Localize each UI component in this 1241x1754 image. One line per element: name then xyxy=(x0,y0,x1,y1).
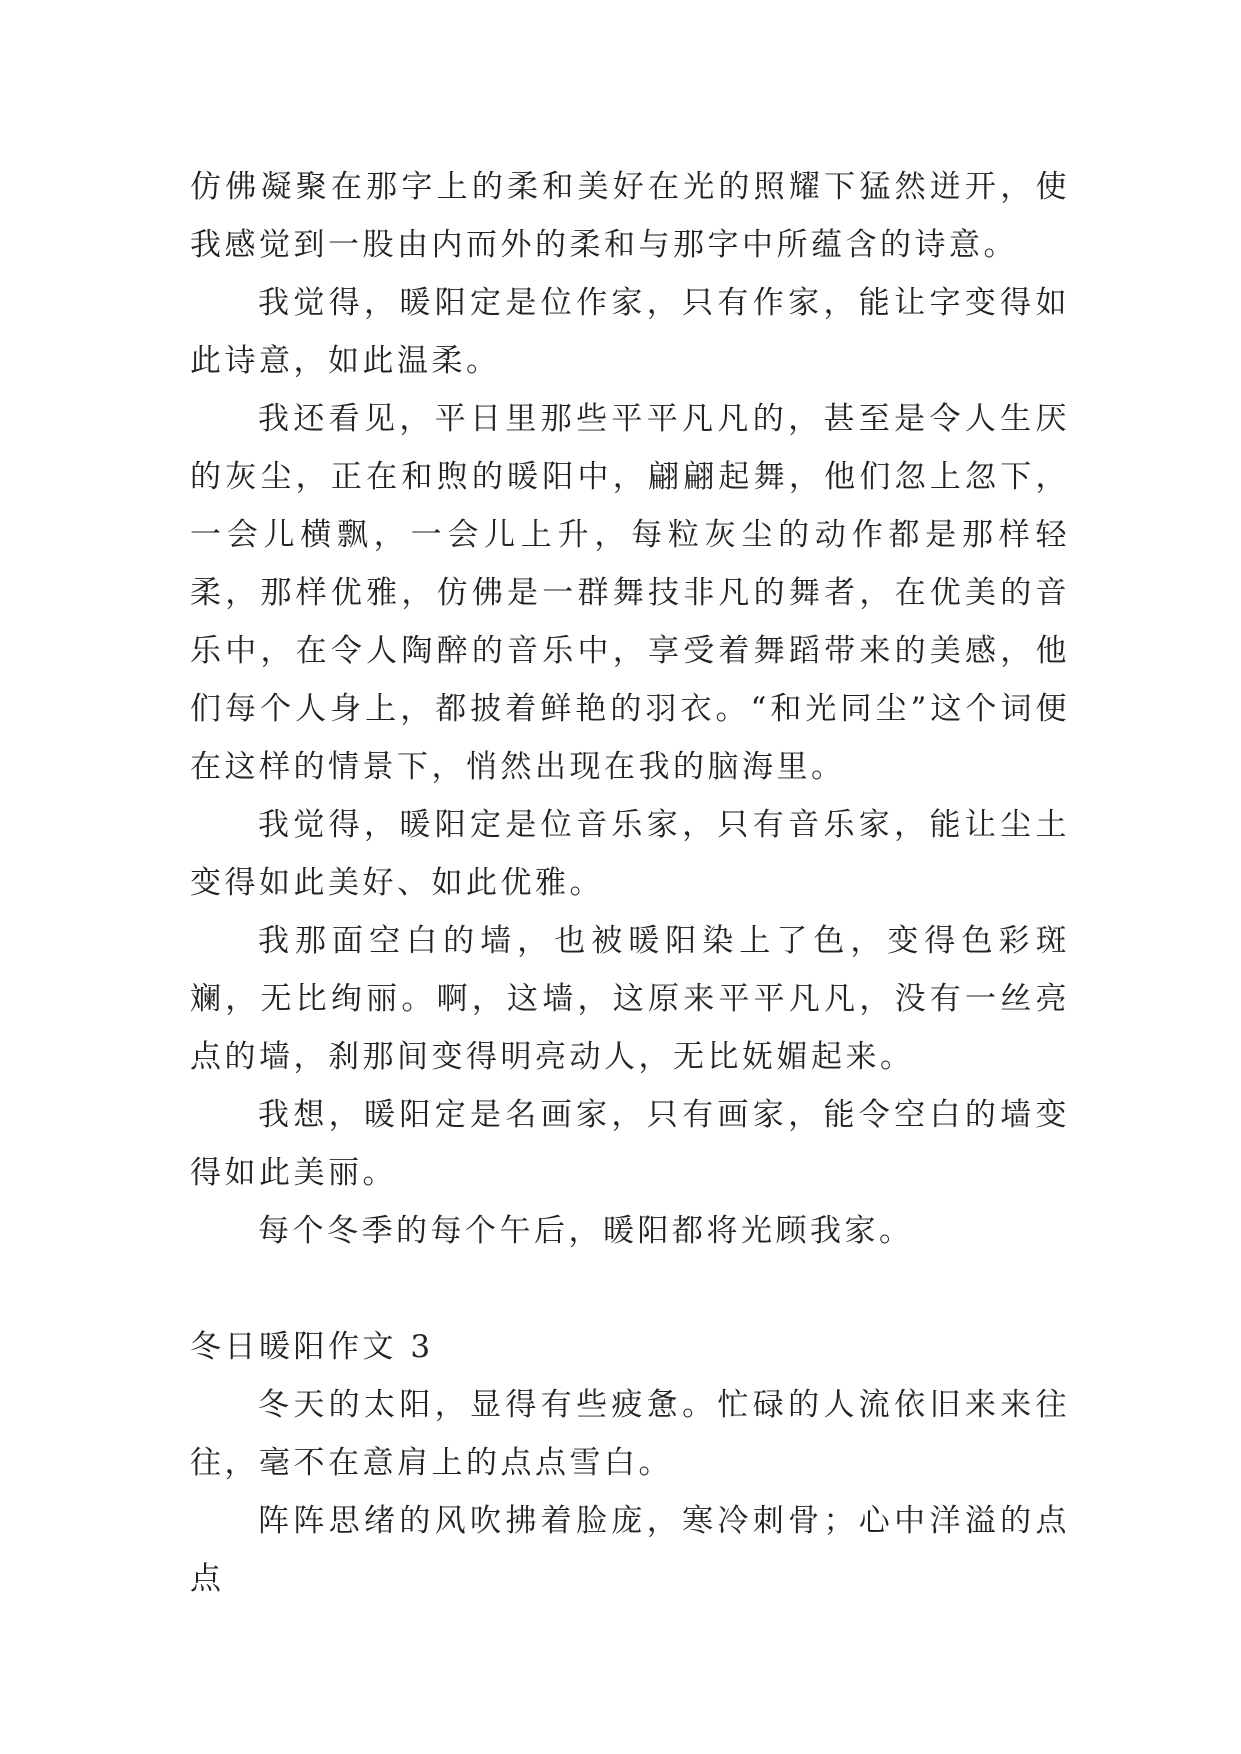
paragraph-8: 冬天的太阳，显得有些疲惫。忙碌的人流依旧来来往往，毫不在意肩上的点点雪白。 xyxy=(190,1387,1070,1481)
paragraph-9: 阵阵思绪的风吹拂着脸庞，寒冷刺骨；心中洋溢的点点 xyxy=(190,1503,1070,1597)
paragraph-3: 我还看见，平日里那些平平凡凡的，甚至是令人生厌的灰尘，正在和煦的暖阳中，翩翩起舞，他们忽上忽下，一会儿横飘，一会儿上升，每粒灰尘的动作都是那样轻柔，那样优雅，仿佛是一群舞技非凡的舞者，在优美的音乐中，在令人陶醉的音乐中，享受着舞蹈带来的美感，他们每个人身上，都披着鲜艳的羽衣。“和光同尘”这个词便在这样的情景下，悄然出现在我的脑海里。 xyxy=(190,401,1070,785)
section-title: 冬日暖阳作文 3 xyxy=(190,1329,434,1365)
paragraph-2: 我觉得，暖阳定是位作家，只有作家，能让字变得如此诗意，如此温柔。 xyxy=(190,285,1070,379)
paragraph-4: 我觉得，暖阳定是位音乐家，只有音乐家，能让尘土变得如此美好、如此优雅。 xyxy=(190,807,1070,901)
paragraph-5: 我那面空白的墙，也被暖阳染上了色，变得色彩斑斓，无比绚丽。啊，这墙，这原来平平凡凡，没有一丝亮点的墙，刹那间变得明亮动人，无比妩媚起来。 xyxy=(190,923,1070,1075)
paragraph-7: 每个冬季的每个午后，暖阳都将光顾我家。 xyxy=(258,1213,914,1249)
paragraph-1: 仿佛凝聚在那字上的柔和美好在光的照耀下猛然迸开，使我感觉到一股由内而外的柔和与那字中所蕴含的诗意。 xyxy=(190,169,1070,263)
paragraph-6: 我想，暖阳定是名画家，只有画家，能令空白的墙变得如此美丽。 xyxy=(190,1097,1070,1191)
document-body xyxy=(190,158,1070,1608)
section-spacer xyxy=(190,1260,1070,1318)
